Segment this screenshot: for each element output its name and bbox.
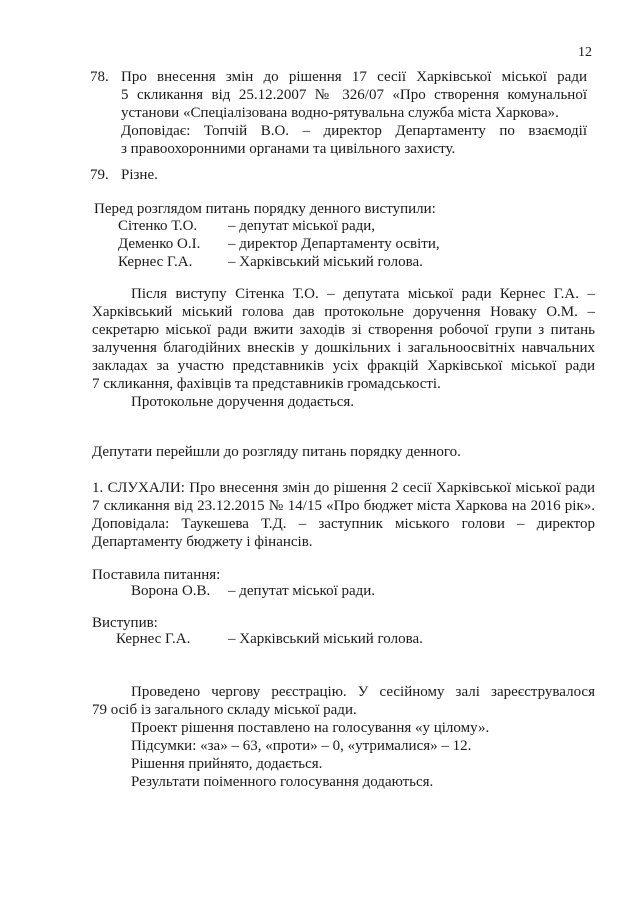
after-speech-line-1: Після виступу Сітенка Т.О. – депутата міської ради Кернес Г.А. –	[131, 286, 595, 302]
vote-results: Підсумки: «за» – 63, «проти» – 0, «утрималися» – 12.	[131, 738, 472, 754]
heard-1-line-4: Департаменту бюджету і фінансів.	[92, 534, 313, 550]
after-speech-line-3: секретарю міської ради вжити заходів зі створення робочої групи з питань	[92, 322, 595, 338]
question-raised-name: Ворона О.В.	[131, 583, 211, 599]
item-78-number: 78.	[90, 69, 109, 85]
after-speech-line-4: залучення благодійних внесків у дошкільних і загальноосвітніх навчальних	[92, 340, 595, 356]
item-78-line-4: Доповідає: Топчій В.О. – директор Департаменту по взаємодії	[121, 123, 587, 139]
spoke-name: Кернес Г.А.	[116, 631, 191, 647]
speaker-name: Деменко О.І.	[118, 236, 201, 252]
item-78-line-3: установи «Спеціалізована водно-рятувальна служба міста Харкова».	[121, 105, 559, 121]
page-number: 12	[578, 45, 592, 60]
after-speech-line-2: Харківський міський голова дав протокольне доручення Новаку О.М. –	[92, 304, 595, 320]
before-discussion-heading: Перед розглядом питань порядку денного виступили:	[94, 201, 436, 217]
decision-adopted: Рішення прийнято, додається.	[131, 756, 323, 772]
heard-1-line-1: 1. СЛУХАЛИ: Про внесення змін до рішення 2 сесії Харківської міської ради	[92, 480, 595, 496]
spoke-heading: Виступив:	[92, 615, 158, 631]
heard-1-line-2: 7 скликання від 23.12.2015 № 14/15 «Про бюджет міста Харкова на 2016 рік».	[92, 498, 595, 514]
heard-1-line-3: Доповідала: Таукешева Т.Д. – заступник міського голови – директор	[92, 516, 595, 532]
speaker-role: – директор Департаменту освіти,	[228, 236, 440, 252]
item-79-number: 79.	[90, 167, 109, 183]
speaker-role: – депутат міської ради,	[228, 218, 376, 234]
transition-text: Депутати перейшли до розгляду питань порядку денного.	[92, 444, 461, 460]
spoke-role: – Харківський міський голова.	[228, 631, 423, 647]
item-78-line-5: з правоохоронними органами та цивільного захисту.	[121, 141, 456, 157]
question-raised-role: – депутат міської ради.	[228, 583, 376, 599]
item-78-line-2: 5 скликання від 25.12.2007 № 326/07 «Про створення комунальної	[121, 87, 587, 103]
protocol-attached: Протокольне доручення додається.	[131, 394, 355, 410]
question-raised-heading: Поставила питання:	[92, 567, 221, 583]
item-78-line-1: Про внесення змін до рішення 17 сесії Харківської міської ради	[121, 69, 587, 85]
after-speech-line-5: закладах за участю представників усіх фракцій Харківської міської ради	[92, 358, 595, 374]
rollcall-attached: Результати поіменного голосування додаються.	[131, 774, 434, 790]
registration-line-2: 79 осіб із загального складу міської ради.	[92, 702, 357, 718]
vote-line: Проект рішення поставлено на голосування «у цілому».	[131, 720, 490, 736]
item-79-text: Різне.	[121, 167, 158, 183]
registration-line-1: Проведено чергову реєстрацію. У сесійному залі зареєструвалося	[131, 684, 595, 700]
speaker-name: Кернес Г.А.	[118, 254, 193, 270]
speaker-name: Сітенко Т.О.	[118, 218, 198, 234]
after-speech-line-6: 7 скликання, фахівців та представників громадськості.	[92, 376, 441, 392]
speaker-role: – Харківський міський голова.	[228, 254, 423, 270]
